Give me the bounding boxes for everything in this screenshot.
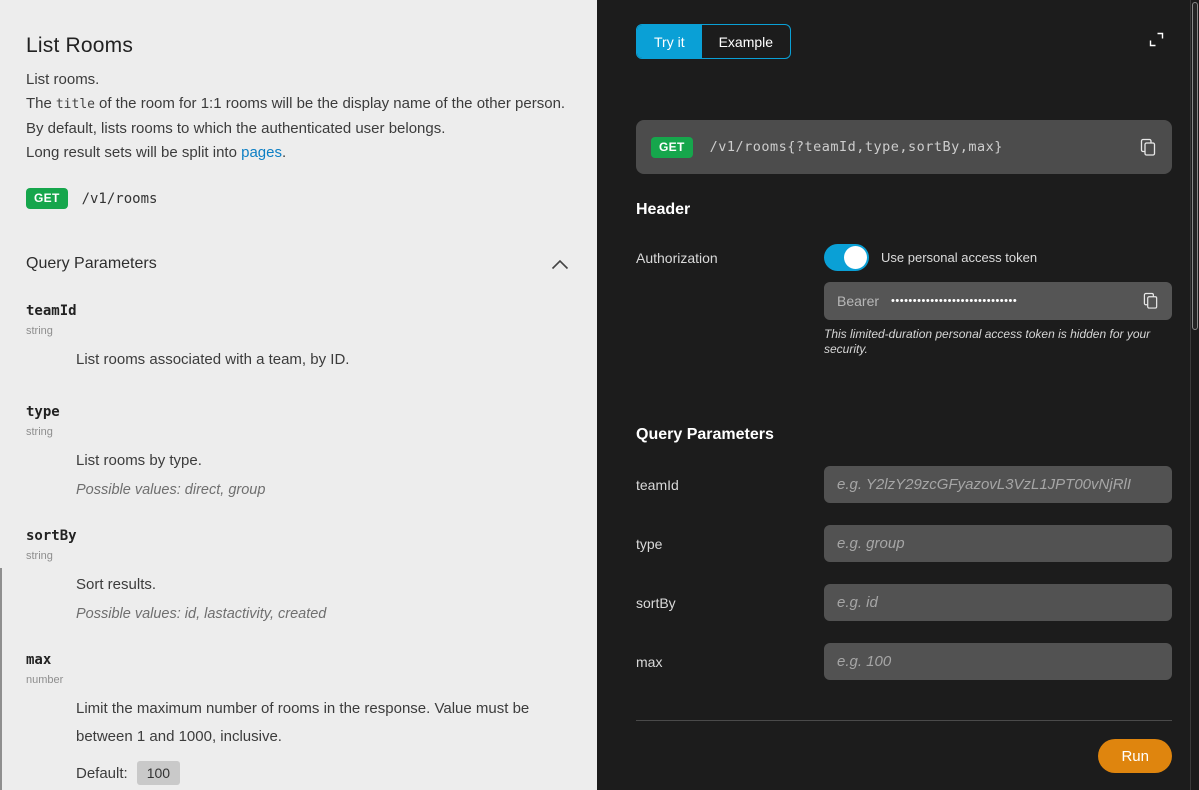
param-description: Sort results. [76,576,157,593]
description-line: Long result sets will be split into pages. [26,144,287,161]
masked-token-value: ••••••••••••••••••••••••••••• [891,295,1018,307]
footer-divider [636,720,1172,721]
page-scrollbar-thumb[interactable] [1192,2,1198,330]
header-section-heading: Header [636,201,691,218]
personal-token-toggle[interactable] [824,244,869,271]
copy-icon [1143,292,1159,310]
sortby-input[interactable] [824,584,1172,621]
authorization-label: Authorization [636,249,718,266]
type-input[interactable] [824,525,1172,562]
endpoint-path: /v1/rooms [81,190,158,207]
query-parameters-heading: Query Parameters [26,255,157,272]
inline-code-title: title [55,97,95,112]
endpoint-description [26,68,571,165]
param-name: teamId [26,303,77,319]
param-description: List rooms associated with a team, by ID. [76,351,350,368]
description-line: By default, lists rooms to which the authenticated user belongs. [26,120,446,137]
description-line: List rooms. [26,71,100,88]
bearer-token-field[interactable] [824,282,1172,320]
param-description: List rooms by type. [76,452,202,469]
copy-icon [1140,138,1157,157]
pages-link[interactable]: pages [241,144,282,161]
expand-panel-button[interactable] [1147,30,1166,49]
param-doc-teamid [26,303,571,374]
default-label: Default: [76,764,128,782]
bearer-prefix: Bearer [837,293,880,309]
chevron-up-icon [551,259,569,270]
teamid-input[interactable] [824,466,1172,503]
max-input[interactable] [824,643,1172,680]
authorization-row [636,244,1172,271]
mode-tabs [636,24,791,59]
request-url-template: /v1/rooms{?teamId,type,sortBy,max} [709,139,1003,155]
query-parameters-header [26,255,571,273]
collapse-section-button[interactable] [549,257,571,272]
param-doc-sortby [26,528,571,622]
param-label: teamId [636,476,679,493]
http-method-badge: GET [651,137,693,158]
param-label: sortBy [636,594,676,611]
toggle-knob [844,246,867,269]
tab-example[interactable]: Example [702,25,790,58]
param-input-row-max [636,643,1172,680]
param-name: type [26,404,60,420]
param-possible-values: Possible values: direct, group [76,482,266,498]
http-method-badge: GET [26,188,68,209]
page-scrollbar-track[interactable] [1190,0,1199,790]
documentation-panel [0,0,597,790]
try-it-panel [597,0,1199,790]
footer-actions [636,739,1172,773]
run-button[interactable]: Run [1098,739,1172,773]
param-type: string [26,550,53,562]
expand-icon [1147,30,1166,49]
param-type: string [26,426,53,438]
token-security-note: This limited-duration personal access token is hidden for your security. [824,327,1151,356]
doc-scrollbar-thumb[interactable] [0,568,2,790]
tab-try-it[interactable]: Try it [637,25,702,58]
query-section-heading: Query Parameters [636,426,774,443]
param-name: sortBy [26,528,77,544]
endpoint-summary [26,188,571,209]
description-line: The title of the room for 1:1 rooms will be the display name of the other person. [26,95,566,112]
param-label: type [636,535,663,552]
param-input-row-sortby [636,584,1172,621]
param-name: max [26,652,52,668]
param-input-row-type [636,525,1172,562]
copy-url-button[interactable] [1140,138,1157,157]
request-url-bar [636,120,1172,174]
param-label: max [636,653,663,670]
param-doc-max [26,652,571,785]
param-type: number [26,674,64,686]
toggle-label: Use personal access token [881,250,1038,265]
default-value-badge: 100 [137,761,180,785]
page-title: List Rooms [26,34,134,57]
param-default-row [76,761,571,785]
param-doc-type [26,404,571,498]
param-input-row-teamid [636,466,1172,503]
param-type: string [26,325,53,337]
param-possible-values: Possible values: id, lastactivity, created [76,606,327,622]
param-description: Limit the maximum number of rooms in the response. Value must be between 1 and 1000, inclusive. [76,700,530,745]
copy-token-button[interactable] [1143,292,1159,310]
